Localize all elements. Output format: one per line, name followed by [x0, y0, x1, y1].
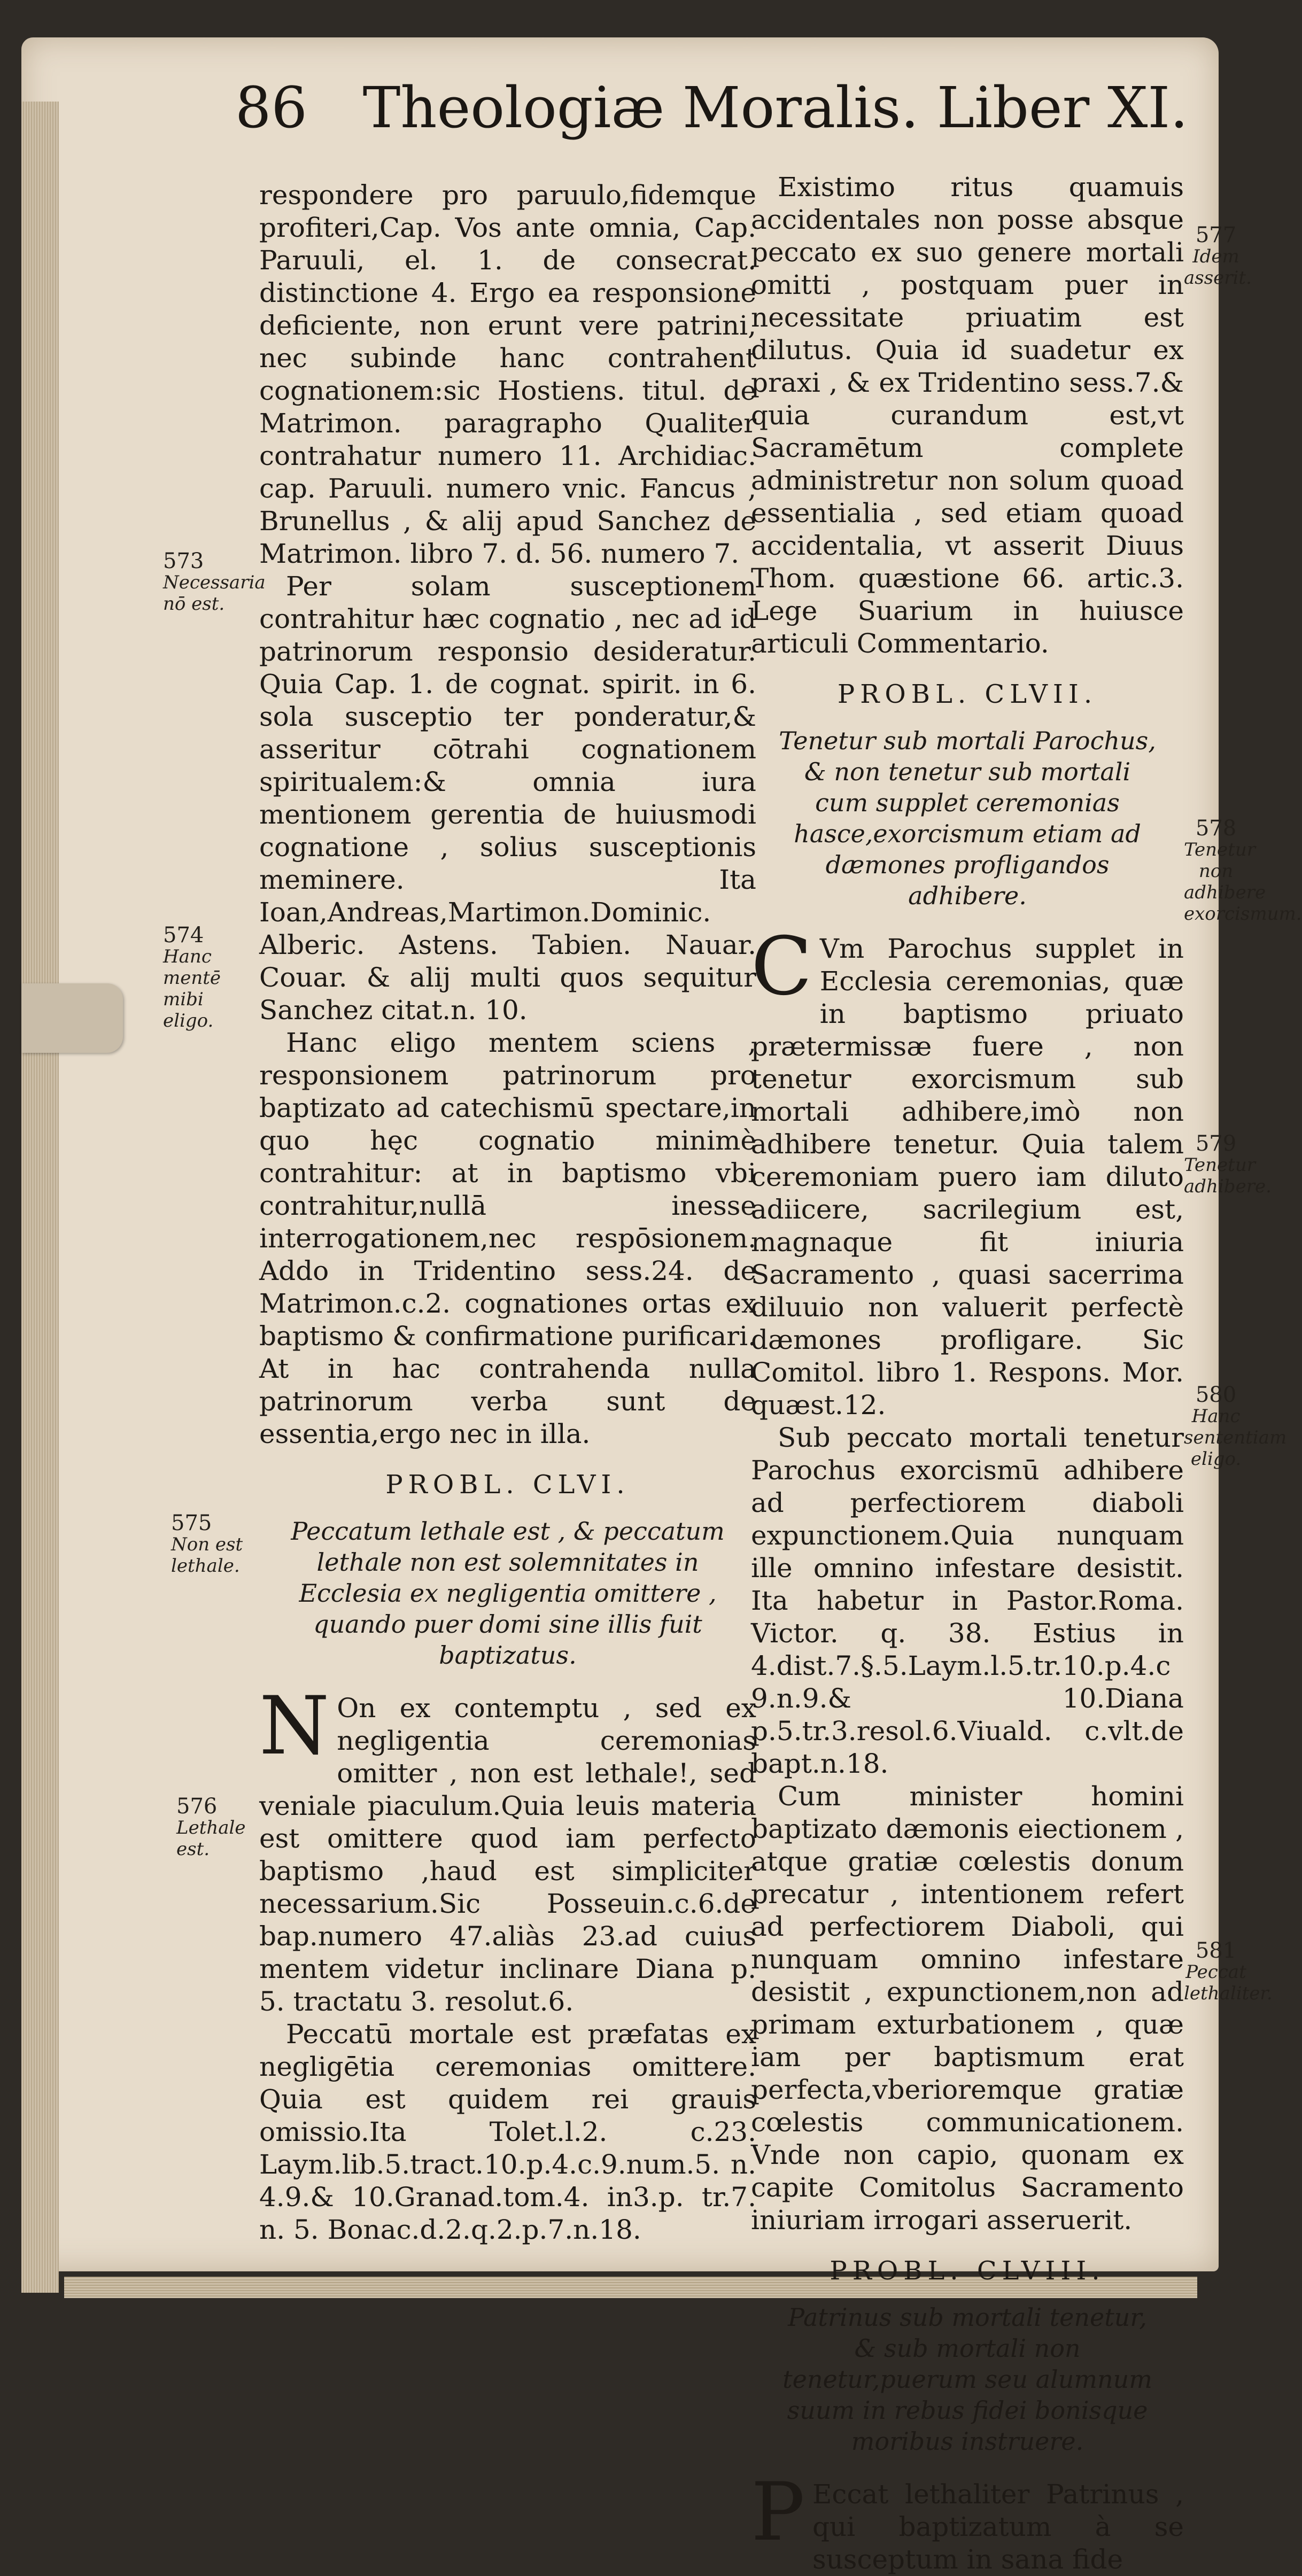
right-column — [751, 171, 1184, 2576]
left-column — [259, 179, 756, 2246]
section-summary: Patrinus sub mortali tenetur, & sub mortali non tenetur,puerum seu alumnum suum in rebus fidei bonisque moribus instruere. — [782, 2303, 1152, 2456]
paragraph: Peccatū mortale est præfatas ex negligētia ceremonias omittere. Quia est quidem rei grauis omissio.Ita Tolet.l.2. c.23. Laym.lib.5.tract.10.p.4.c.9.num.5. n. 4.9.& 10.Granad.tom.4. in3.p. tr.7. n. 5. Bonac.d.2.q.2.p.7.n.18. — [259, 2019, 756, 2245]
page-number: 86 — [235, 75, 307, 141]
drop-cap: C — [751, 920, 812, 1013]
paragraph: C Vm Parochus supplet in Ecclesia ceremonias, quæ in baptismo priuato prætermissæ fuere , non tenetur exorcismum sub mortali adhibere,imò non adhibere tenetur. Quia talem ceremoniam puero iam diluto adiicere, sacrilegium est, magnaque fit iniuria Sacramento , quasi sacerrima diluuio non valuerit perfectè dæmones profligare. Sic Comitol. libro 1. Respons. Mor. quæst.12. — [751, 920, 1184, 1421]
section-heading: PROBL. CLVIII. — [830, 2256, 1105, 2286]
margin-note-576: 576 Lethale est. — [176, 1794, 246, 1860]
page-edges-left — [21, 102, 59, 2293]
paragraph: N On ex contemptu , sed ex negligentia ceremonias omitter , non est lethale!, sed veniale piaculum.Quia leuis materia est omittere quod iam perfecto baptismo ,haud est simpliciter necessarium.Sic Posseuin.c.6.de bap.numero 47.aliàs 23.ad cuius mentem videtur inclinare Diana p. 5. tractatu 3. resolut.6. — [259, 1680, 756, 2017]
paragraph: Cum minister homini baptizato dæmonis eiectionem , atque gratiæ cœlestis donum precatur , intentionem refert ad perfectiorem Diaboli, qui nunquam omnino infestare desistit , expunctionem,non ad primam exturbationem , quæ iam per baptismum erat perfecta,vberioremque gratiæ cœlestis communicationem. Vnde non capio, quonam ex capite Comitolus Sacramento iniuriam irrogari asseruerit. — [751, 1781, 1184, 2236]
paragraph: Hanc eligo mentem sciens , responsionem patrinorum pro baptizato ad catechismū spectare,in quo hęc cognatio minimè contrahitur: at in baptismo vbi contrahitur,nullā inesse interrogationem,nec respōsionem. Addo in Tridentino sess.24. de Matrimon.c.2. cognationes ortas ex baptismo & confirmatione purificari. At in hac contrahenda nulla patrinorum verba sunt de essentia,ergo nec in illa. — [259, 1027, 756, 1449]
drop-cap: N — [259, 1680, 330, 1773]
bookmark-ribbon — [21, 983, 123, 1053]
paragraph: P Eccat lethaliter Patrinus , qui baptizatum à se susceptum in sana fide — [751, 2466, 1184, 2575]
margin-note-577: 577 Idem asserit. — [1184, 223, 1252, 289]
drop-cap: P — [751, 2466, 805, 2559]
margin-note-575: 575 Non est lethale. — [171, 1511, 243, 1577]
margin-note-574: 574 Hanc mentē mibi eligo. — [163, 923, 221, 1031]
section-summary: Tenetur sub mortali Parochus, & non tenetur sub mortali cum supplet ceremonias hasce,exorcismum etiam ad dæmones profligandos adhibere. — [779, 726, 1156, 910]
margin-note-579: 579 Tenetur adhibere. — [1184, 1131, 1272, 1197]
margin-note-578: 578 Tenetur non adhibere exorcismum. — [1184, 816, 1302, 925]
margin-note-581: 581 Peccat lethaliter. — [1184, 1938, 1273, 2004]
paragraph: respondere pro paruulo,fidemque profiteri,Cap. Vos ante omnia, Cap. Paruuli, el. 1. de consecrat. distinctione 4. Ergo ea responsione deficiente, non erunt vere patrini, nec subinde hanc contrahent cognationem:sic Hostiens. titul. de Matrimon. paragrapho Qualiter contrahatur numero 11. Archidiac. cap. Paruuli. numero vnic. Fancus , Brunellus , & alij apud Sanchez de Matrimon. libro 7. d. 56. numero 7. — [259, 180, 756, 569]
section-heading: PROBL. CLVII. — [837, 679, 1098, 709]
margin-note-580: 580 Hanc sententiam eligo. — [1184, 1383, 1287, 1470]
margin-note-573: 573 Necessaria nō est. — [163, 549, 266, 615]
paragraph: Existimo ritus quamuis accidentales non posse absque peccato ex suo genere mortali omitti , postquam puer in necessitate priuatim est dilutus. Quia id suadetur ex praxi , & ex Tridentino sess.7.& quia curandum est,vt Sacramētum complete administretur non solum quoad essentialia , sed etiam quoad accidentalia, vt asserit Diuus Thom. quæstione 66. artic.3. Lege Suarium in huiusce articuli Commentario. — [751, 172, 1184, 659]
section-heading: PROBL. CLVI. — [385, 1470, 630, 1500]
section-summary: Peccatum lethale est , & peccatum lethale non est solemnitates in Ecclesia ex negligentia omittere , quando puer domi sine illis fuit baptizatus. — [291, 1517, 725, 1670]
page-title: Theologiæ Moralis. Liber XI. — [362, 75, 1188, 141]
paragraph: Per solam susceptionem contrahitur hæc cognatio , nec ad id patrinorum responsio desideratur. Quia Cap. 1. de cognat. spirit. in 6. sola susceptio ter ponderatur,& asseritur cōtrahi cognationem spiritualem:& omnia iura mentionem gerentia de huiusmodi cognatione , solius susceptionis meminere. Ita Ioan,Andreas,Martimon.Dominic. Alberic. Astens. Tabien. Nauar. Couar. & alij multi quos sequitur Sanchez citat.n. 10. — [259, 571, 756, 1026]
paragraph: Sub peccato mortali tenetur Parochus exorcismū adhibere ad perfectiorem diaboli expunctionem.Quia nunquam ille omnino infestare desistit. Ita habetur in Pastor.Roma. Victor. q. 38. Estius in 4.dist.7.§.5.Laym.l.5.tr.10.p.4.c 9.n.9.& 10.Diana p.5.tr.3.resol.6.Viuald. c.vlt.de bapt.n.18. — [751, 1422, 1184, 1779]
running-head — [235, 75, 1188, 141]
